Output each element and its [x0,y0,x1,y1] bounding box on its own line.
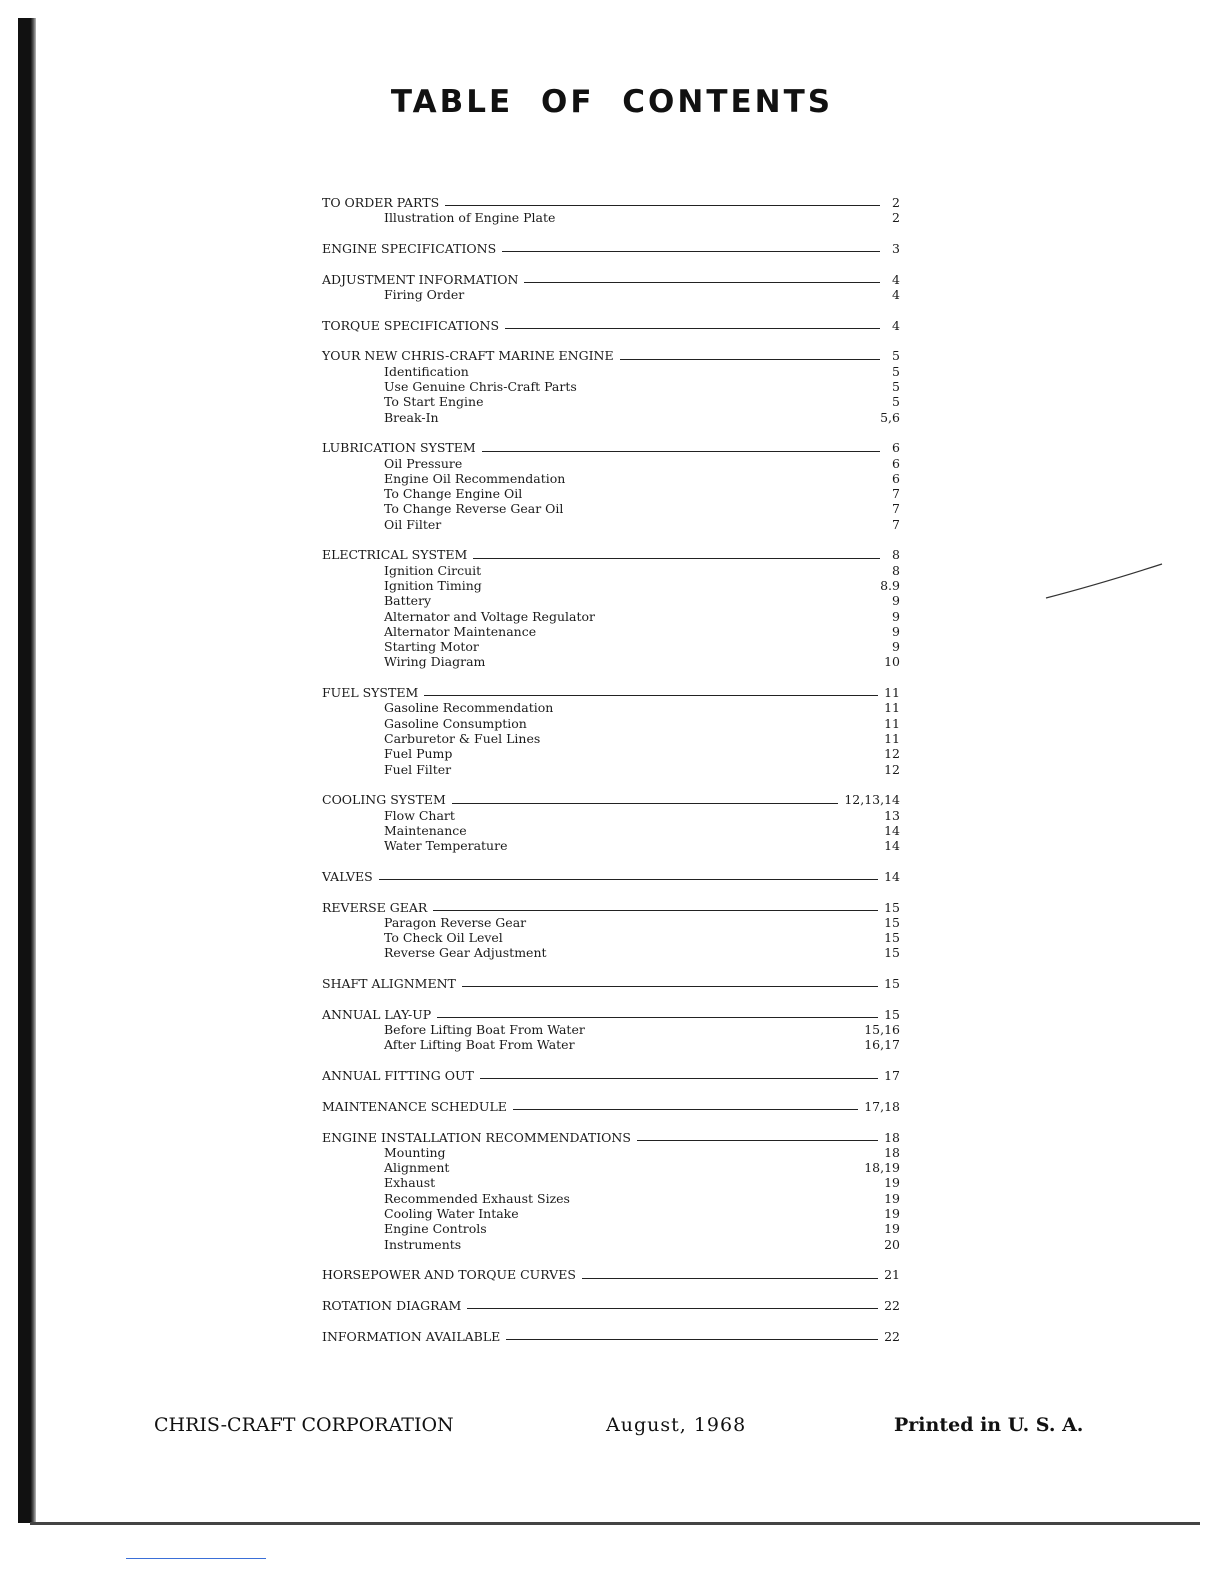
toc-subentry [322,700,900,715]
toc-subentry-label: Instruments [384,1236,462,1252]
toc-subentry [322,501,900,516]
toc-entry [322,685,900,700]
toc-subentry-page: 19 [884,1175,900,1191]
toc-subentry-label: Flow Chart [384,807,455,823]
toc-subentry-page: 19 [884,1221,900,1237]
dot-leader-line [502,251,880,252]
toc-subentry-page: 7 [892,501,900,517]
toc-subentry-page: 15 [884,945,900,961]
toc-subentry-page: 7 [892,516,900,532]
toc-subentry-page: 13 [884,807,900,823]
toc-subentry-page: 6 [892,455,900,471]
page-bottom-edge [30,1522,1200,1525]
dot-leader-line [437,1017,878,1018]
toc-subentry [322,746,900,761]
toc-entry-page: 12,13,14 [844,792,900,808]
toc-subentry [322,1022,900,1037]
toc-subentry-page: 5,6 [880,409,900,425]
toc-subentry-label: After Lifting Boat From Water [384,1037,575,1053]
toc-subentry-page: 9 [892,593,900,609]
toc-subentry-label: Alternator and Voltage Regulator [384,608,595,624]
toc-entry [322,272,900,287]
toc-subentry [322,624,900,639]
toc-subentry [322,716,900,731]
toc-section [322,976,900,991]
toc-entry [322,976,900,991]
toc-entry-label: YOUR NEW CHRIS-CRAFT MARINE ENGINE [322,348,614,364]
toc-entry-page: 21 [884,1267,900,1283]
table-of-contents [322,195,900,1359]
toc-subentry-label: Exhaust [384,1175,436,1191]
toc-subentry [322,639,900,654]
toc-entry-label: TORQUE SPECIFICATIONS [322,317,500,333]
toc-entry-label: ADJUSTMENT INFORMATION [322,271,519,287]
dot-leader-line [462,986,878,987]
toc-subentry-page: 14 [884,838,900,854]
toc-entry-page: 15 [884,976,900,992]
toc-entry [322,241,900,256]
toc-section [322,440,900,532]
toc-subentry-page: 6 [892,470,900,486]
toc-subentry-label: Alignment [384,1160,450,1176]
toc-entry-label: FUEL SYSTEM [322,685,419,701]
toc-subentry-label: Starting Motor [384,639,479,655]
toc-section [322,869,900,884]
toc-entry-label: ROTATION DIAGRAM [322,1297,462,1313]
footer-printed: Printed in U. S. A. [894,1414,1084,1436]
toc-entry [322,1329,900,1344]
toc-section [322,318,900,333]
toc-subentry-page: 15 [884,930,900,946]
toc-entry-page: 18 [884,1129,900,1145]
toc-entry-page: 4 [892,317,900,333]
toc-entry-label: COOLING SYSTEM [322,792,446,808]
toc-subentry-page: 8.9 [880,577,900,593]
dot-leader-line [445,205,880,206]
dot-leader-line [482,451,880,452]
toc-subentry-label: Ignition Circuit [384,562,482,578]
toc-entry [322,869,900,884]
toc-entry [322,440,900,455]
toc-section [322,1099,900,1114]
dot-leader-line [379,879,878,880]
toc-subentry-page: 9 [892,639,900,655]
toc-subentry [322,731,900,746]
toc-subentry [322,364,900,379]
toc-subentry-page: 2 [892,210,900,226]
toc-subentry-label: Battery [384,593,432,609]
toc-subentry-page: 5 [892,394,900,410]
dot-leader-line [433,910,878,911]
dot-leader-line [524,282,880,283]
toc-subentry [322,410,900,425]
dot-leader-line [480,1078,878,1079]
toc-entry-page: 11 [884,685,900,701]
toc-subentry-label: To Start Engine [384,394,484,410]
toc-entry-page: 17 [884,1068,900,1084]
toc-subentry [322,486,900,501]
toc-subentry-page: 5 [892,363,900,379]
toc-subentry-label: Reverse Gear Adjustment [384,945,547,961]
toc-subentry-page: 11 [884,700,900,716]
toc-entry-page: 6 [892,440,900,456]
dot-leader-line [620,359,880,360]
toc-subentry-label: Gasoline Consumption [384,715,527,731]
toc-subentry-label: Break-In [384,409,439,425]
toc-subentry [322,287,900,302]
toc-subentry-page: 16,17 [864,1037,900,1053]
toc-entry-label: REVERSE GEAR [322,899,428,915]
toc-subentry-label: To Check Oil Level [384,930,503,946]
toc-subentry [322,762,900,777]
toc-subentry-page: 18 [884,1144,900,1160]
toc-entry-page: 5 [892,348,900,364]
toc-section [322,195,900,226]
toc-entry-label: INFORMATION AVAILABLE [322,1328,501,1344]
footer-date: August, 1968 [606,1414,747,1436]
toc-section [322,348,900,424]
page-title: TABLE OF CONTENTS [390,84,834,120]
toc-subentry-label: Before Lifting Boat From Water [384,1022,585,1038]
toc-entry-label: ANNUAL FITTING OUT [322,1068,474,1084]
toc-subentry [322,838,900,853]
toc-entry [322,792,900,807]
toc-entry-label: LUBRICATION SYSTEM [322,440,476,456]
toc-subentry-label: To Change Reverse Gear Oil [384,501,564,517]
toc-subentry-label: Engine Oil Recommendation [384,470,566,486]
toc-entry [322,348,900,363]
pen-stroke-mark [1040,560,1170,610]
dot-leader-line [467,1308,878,1309]
toc-subentry [322,823,900,838]
toc-subentry-page: 9 [892,608,900,624]
toc-subentry-page: 15,16 [864,1022,900,1038]
page-footer [0,1414,1224,1442]
toc-subentry-label: Firing Order [384,286,465,302]
toc-subentry-page: 11 [884,715,900,731]
toc-subentry-label: Oil Filter [384,516,442,532]
toc-subentry-label: Maintenance [384,822,467,838]
toc-entry [322,1267,900,1282]
toc-subentry-page: 14 [884,822,900,838]
toc-section [322,685,900,777]
toc-entry-label: ENGINE SPECIFICATIONS [322,240,497,256]
dot-leader-line [505,328,880,329]
toc-subentry [322,808,900,823]
footer-company: CHRIS-CRAFT CORPORATION [154,1414,454,1436]
toc-entry-label: MAINTENANCE SCHEDULE [322,1098,507,1114]
toc-section [322,547,900,669]
toc-section [322,272,900,303]
toc-entry-label: TO ORDER PARTS [322,195,440,210]
toc-subentry-label: Identification [384,363,469,379]
toc-subentry [322,915,900,930]
toc-subentry-label: Illustration of Engine Plate [384,210,556,226]
toc-subentry-page: 9 [892,623,900,639]
toc-subentry-label: Wiring Diagram [384,654,486,670]
toc-subentry-page: 4 [892,286,900,302]
toc-entry-page: 2 [892,195,900,210]
toc-subentry-label: Water Temperature [384,838,508,854]
toc-subentry [322,210,900,225]
toc-entry [322,1130,900,1145]
toc-subentry [322,563,900,578]
toc-subentry [322,1237,900,1252]
toc-entry-page: 22 [884,1297,900,1313]
toc-entry [322,1007,900,1022]
toc-subentry [322,1175,900,1190]
toc-entry-page: 22 [884,1328,900,1344]
dot-leader-line [452,803,838,804]
toc-entry [322,1099,900,1114]
toc-subentry-page: 19 [884,1190,900,1206]
toc-subentry-label: Recommended Exhaust Sizes [384,1190,570,1206]
dot-leader-line [473,558,880,559]
toc-entry [322,195,900,210]
toc-entry-page: 15 [884,899,900,915]
page-binding-edge [18,18,36,1523]
toc-subentry [322,517,900,532]
toc-subentry [322,379,900,394]
toc-subentry [322,1037,900,1052]
dot-leader-line [424,695,878,696]
toc-subentry-page: 8 [892,562,900,578]
toc-entry-label: HORSEPOWER AND TORQUE CURVES [322,1267,576,1283]
toc-subentry-page: 20 [884,1236,900,1252]
toc-subentry-label: Fuel Pump [384,746,453,762]
toc-subentry-label: Engine Controls [384,1221,487,1237]
toc-entry-label: ENGINE INSTALLATION RECOMMENDATIONS [322,1129,631,1145]
toc-subentry-label: Use Genuine Chris-Craft Parts [384,378,577,394]
toc-subentry-page: 10 [884,654,900,670]
toc-subentry-label: Oil Pressure [384,455,463,471]
toc-entry [322,1068,900,1083]
toc-subentry-label: Ignition Timing [384,577,482,593]
toc-entry [322,1298,900,1313]
toc-subentry-label: Fuel Filter [384,761,452,777]
toc-entry-label: ANNUAL LAY-UP [322,1006,432,1022]
dot-leader-line [637,1140,878,1141]
toc-entry-label: VALVES [322,868,373,884]
toc-subentry [322,593,900,608]
toc-subentry-label: Alternator Maintenance [384,623,537,639]
toc-subentry [322,471,900,486]
toc-entry-page: 3 [892,240,900,256]
toc-section [322,1130,900,1252]
toc-entry-label: ELECTRICAL SYSTEM [322,547,468,563]
toc-section [322,241,900,256]
toc-subentry-label: Paragon Reverse Gear [384,914,527,930]
toc-subentry-label: Mounting [384,1144,446,1160]
toc-section [322,1329,900,1344]
toc-entry-page: 8 [892,547,900,563]
toc-section [322,1298,900,1313]
toc-entry-page: 14 [884,868,900,884]
dot-leader-line [513,1109,858,1110]
toc-section [322,1267,900,1282]
toc-subentry-page: 5 [892,378,900,394]
toc-subentry [322,1160,900,1175]
toc-subentry [322,609,900,624]
blue-underline-mark [126,1558,266,1559]
toc-section [322,1068,900,1083]
toc-subentry-label: Carburetor & Fuel Lines [384,731,541,747]
toc-subentry-page: 19 [884,1206,900,1221]
dot-leader-line [582,1278,878,1279]
toc-entry-page: 17,18 [864,1098,900,1114]
toc-subentry-page: 7 [892,486,900,502]
toc-subentry [322,1221,900,1236]
toc-subentry-label: Cooling Water Intake [384,1206,519,1221]
toc-subentry-page: 12 [884,761,900,777]
toc-entry-page: 15 [884,1006,900,1022]
toc-subentry [322,654,900,669]
toc-subentry [322,394,900,409]
toc-subentry [322,1191,900,1206]
toc-section [322,1007,900,1053]
toc-subentry [322,945,900,960]
dot-leader-line [506,1339,878,1340]
toc-section [322,900,900,961]
toc-subentry [322,456,900,471]
toc-entry [322,547,900,562]
toc-subentry [322,578,900,593]
toc-subentry [322,1145,900,1160]
toc-subentry-label: To Change Engine Oil [384,486,523,502]
toc-entry-page: 4 [892,271,900,287]
toc-entry [322,318,900,333]
toc-subentry-page: 18,19 [864,1160,900,1176]
toc-subentry [322,1206,900,1221]
toc-subentry-page: 15 [884,914,900,930]
toc-entry [322,900,900,915]
toc-entry-label: SHAFT ALIGNMENT [322,976,456,992]
toc-subentry-page: 11 [884,731,900,747]
toc-subentry-label: Gasoline Recommendation [384,700,554,716]
toc-subentry [322,930,900,945]
toc-section [322,792,900,853]
toc-subentry-page: 12 [884,746,900,762]
